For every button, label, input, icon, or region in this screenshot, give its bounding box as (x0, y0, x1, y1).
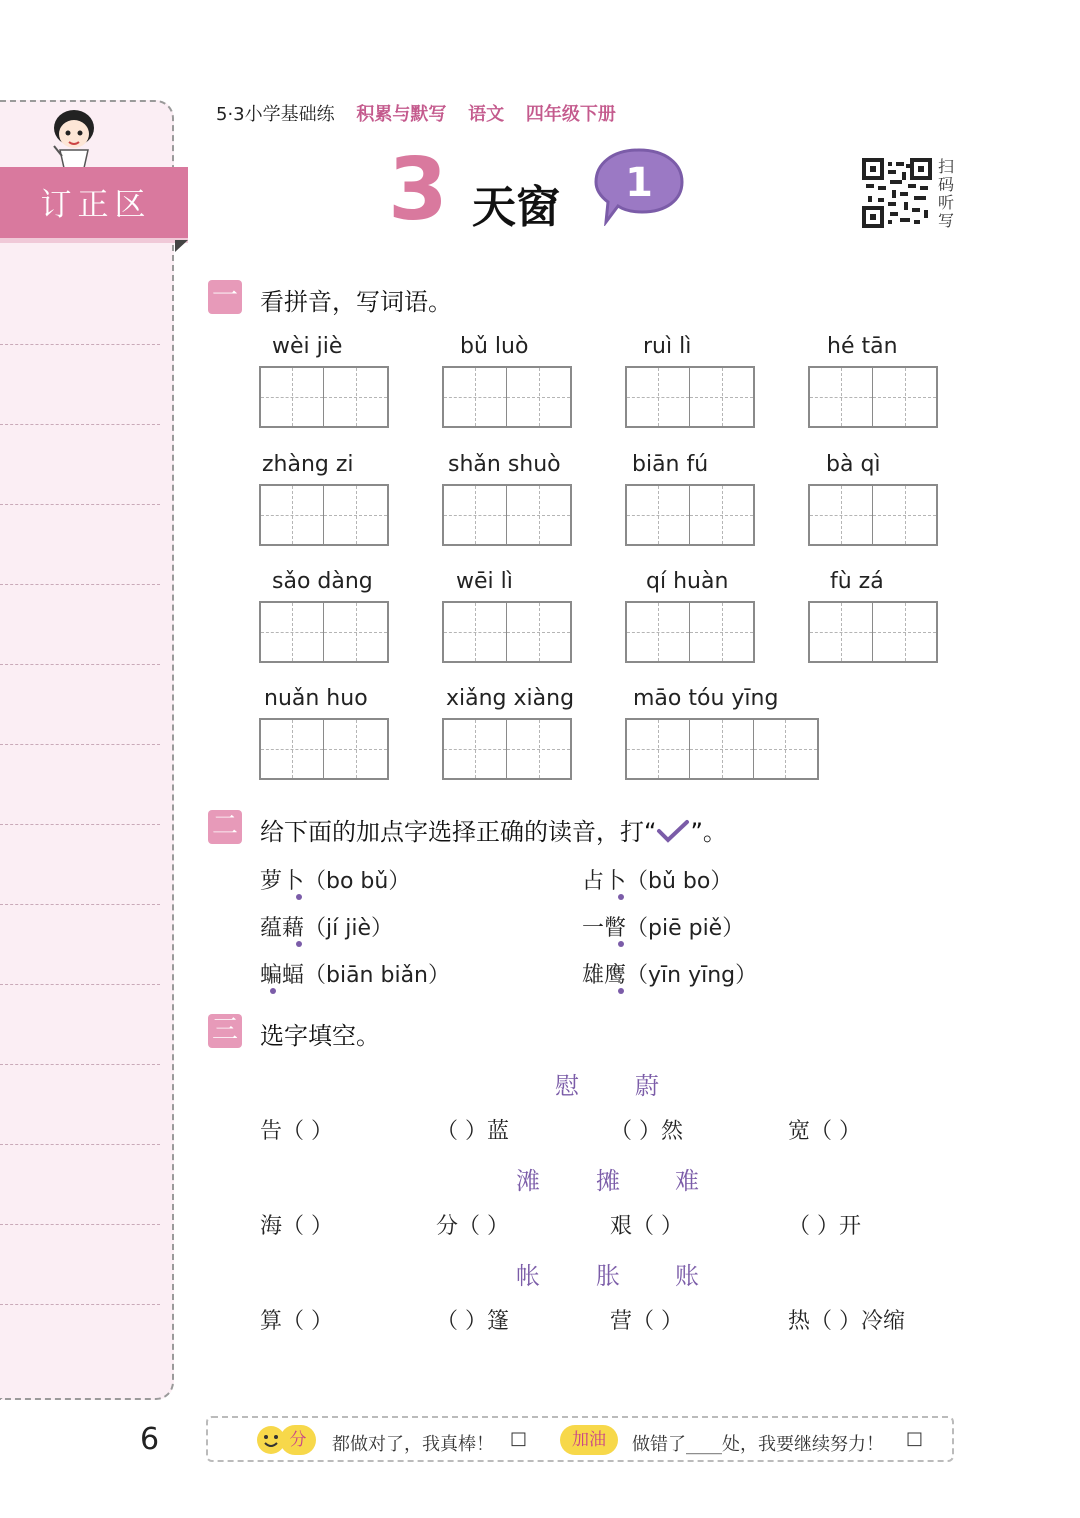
section-2-badge: 二 (208, 810, 242, 844)
section-2-title (260, 812, 727, 847)
pinyin-label: māo tóu yīng (633, 686, 779, 711)
fill-blank[interactable]: 算（ ） (260, 1309, 333, 1334)
correction-line (0, 664, 160, 665)
pronunciation-item[interactable]: 蕴藉（jí jiè） (260, 916, 393, 941)
pinyin-label: bǔ luò (460, 334, 529, 359)
fill-blank[interactable]: （ ）开 (788, 1214, 861, 1239)
series-name: 5·3小学基础练 (216, 104, 335, 125)
correction-line (0, 824, 160, 825)
qr-code-icon[interactable] (862, 158, 932, 228)
correction-line (0, 424, 160, 425)
writing-grid[interactable] (442, 718, 572, 780)
lesson-number: 3 (388, 140, 448, 240)
pinyin-label: fù zá (830, 569, 884, 594)
writing-grid[interactable] (442, 484, 572, 546)
emphasis-dot (618, 988, 624, 994)
correction-panel (0, 100, 174, 1400)
correction-line (0, 904, 160, 905)
pinyin-label: ruì lì (643, 334, 692, 359)
pronunciation-item[interactable]: 萝卜（bo bǔ） (260, 869, 411, 894)
correction-line (0, 1144, 160, 1145)
writing-grid[interactable] (808, 601, 938, 663)
correction-line (0, 1064, 160, 1065)
writing-grid[interactable] (259, 718, 389, 780)
writing-grid[interactable] (259, 601, 389, 663)
lesson-title: 天窗 (472, 182, 560, 233)
writing-grid[interactable] (625, 601, 755, 663)
self-evaluation-bar (206, 1416, 954, 1462)
emphasis-dot (296, 941, 302, 947)
correction-line (0, 344, 160, 345)
emphasis-dot (618, 941, 624, 947)
pinyin-label: shǎn shuò (448, 452, 561, 477)
fill-blank[interactable]: 分（ ） (436, 1214, 509, 1239)
writing-grid[interactable] (259, 484, 389, 546)
fill-blank[interactable]: （ ）蓝 (436, 1119, 509, 1144)
pronunciation-item[interactable]: 一瞥（piē piě） (582, 916, 745, 941)
writing-grid[interactable] (625, 718, 819, 780)
fill-blank[interactable]: 宽（ ） (788, 1119, 861, 1144)
writing-grid[interactable] (442, 366, 572, 428)
pinyin-label: hé tān (827, 334, 898, 359)
correction-line (0, 584, 160, 585)
correction-tab: 订正区 (0, 167, 188, 243)
pinyin-label: wēi lì (456, 569, 513, 594)
fill-blank[interactable]: 告（ ） (260, 1119, 333, 1144)
correction-line (0, 744, 160, 745)
section-1-title: 看拼音，写词语。 (260, 288, 452, 316)
fill-blank[interactable]: 艰（ ） (610, 1214, 683, 1239)
section-2-title-end: ”。 (690, 818, 727, 846)
qr-label: 扫码听写 (938, 157, 955, 230)
pronunciation-item[interactable]: 占卜（bǔ bo） (582, 869, 733, 894)
option-char: 账 (675, 1262, 699, 1290)
pronunciation-item[interactable]: 雄鹰（yīn yīng） (582, 963, 758, 988)
option-char: 难 (675, 1167, 699, 1195)
praise-checkbox[interactable]: □ (510, 1428, 528, 1449)
encourage-text: 做错了____处，我要继续努力！ (632, 1434, 884, 1455)
pinyin-label: xiǎng xiàng (446, 686, 575, 711)
writing-grid[interactable] (625, 366, 755, 428)
section-2-title-text: 给下面的加点字选择正确的读音，打“ (260, 818, 657, 846)
option-char: 蔚 (635, 1072, 659, 1100)
fill-blank[interactable]: 营（ ） (610, 1309, 683, 1334)
pinyin-label: zhàng zi (262, 452, 354, 477)
emphasis-dot (270, 988, 276, 994)
fill-blank[interactable]: （ ）然 (610, 1119, 683, 1144)
pinyin-label: biān fú (632, 452, 709, 477)
emphasis-dot (618, 894, 624, 900)
writing-grid[interactable] (259, 366, 389, 428)
section-3-title: 选字填空。 (260, 1022, 380, 1050)
fill-blank[interactable]: 海（ ） (260, 1214, 333, 1239)
option-char: 滩 (516, 1167, 540, 1195)
grade: 四年级下册 (525, 104, 616, 125)
pinyin-label: sǎo dàng (272, 569, 373, 594)
tab-fold (175, 240, 188, 252)
book-name: 积累与默写 (356, 104, 447, 125)
pinyin-label: qí huàn (646, 569, 729, 594)
correction-line (0, 1304, 160, 1305)
section-1-badge: 一 (208, 280, 242, 314)
boy-mascot-icon (44, 106, 106, 170)
pinyin-label: nuǎn huo (264, 686, 368, 711)
correction-line (0, 984, 160, 985)
part-number: 1 (625, 160, 653, 206)
page-number: 6 (140, 1422, 160, 1457)
section-3-badge: 三 (208, 1014, 242, 1048)
option-char: 胀 (596, 1262, 620, 1290)
part-bubble-icon (592, 146, 686, 226)
pinyin-label: bà qì (826, 452, 881, 477)
checkmark-icon (656, 819, 690, 843)
correction-line (0, 504, 160, 505)
option-char: 帐 (516, 1262, 540, 1290)
encourage-checkbox[interactable]: □ (906, 1428, 924, 1449)
writing-grid[interactable] (808, 366, 938, 428)
option-char: 慰 (555, 1072, 579, 1100)
praise-badge: 分 (280, 1425, 316, 1455)
writing-grid[interactable] (625, 484, 755, 546)
pronunciation-item[interactable]: 蝙蝠（biān biǎn） (260, 963, 450, 988)
fill-blank[interactable]: （ ）篷 (436, 1309, 509, 1334)
subject: 语文 (468, 104, 505, 125)
encourage-badge: 加油 (560, 1425, 618, 1455)
pinyin-label: wèi jiè (272, 334, 343, 359)
praise-text: 都做对了，我真棒！ (332, 1434, 494, 1455)
fill-blank[interactable]: 热（ ）冷缩 (788, 1309, 905, 1334)
writing-grid[interactable] (808, 484, 938, 546)
emphasis-dot (296, 894, 302, 900)
option-char: 摊 (596, 1167, 620, 1195)
book-header (216, 100, 616, 126)
correction-line (0, 1224, 160, 1225)
writing-grid[interactable] (442, 601, 572, 663)
